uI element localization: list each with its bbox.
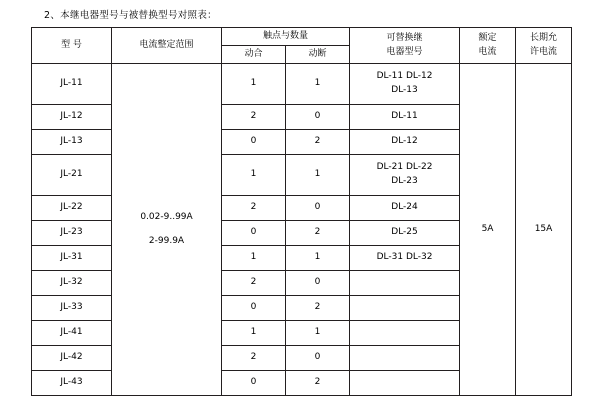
cell-replacement: DL-24 <box>350 196 460 221</box>
header-replacement-model <box>350 28 460 64</box>
header-row-1 <box>32 28 572 46</box>
header-replacement-line1: 可替换继 <box>386 32 423 43</box>
header-contacts-group: 触点与数量 <box>222 28 350 46</box>
cell-contacts-no: 1 <box>222 155 286 196</box>
cell-current-range <box>112 64 222 396</box>
cell-replacement <box>350 346 460 371</box>
table-row <box>32 64 572 105</box>
cell-rated-current: 5A <box>460 64 516 396</box>
cell-contacts-nc: 1 <box>286 321 350 346</box>
header-permissible-current <box>516 28 572 64</box>
replacement-line: DL-21 DL-22 <box>376 162 433 173</box>
replacement-line: DL-11 DL-12 <box>376 71 433 82</box>
current-range-line2: 2-99.9A <box>148 235 185 246</box>
header-contacts-nc: 动断 <box>286 46 350 64</box>
cell-contacts-no: 2 <box>222 196 286 221</box>
cell-permissible-current: 15A <box>516 64 572 396</box>
cell-model: JL-23 <box>32 221 112 246</box>
cell-replacement <box>350 371 460 396</box>
cell-contacts-no: 1 <box>222 246 286 271</box>
cell-contacts-no: 2 <box>222 105 286 130</box>
cell-contacts-no: 1 <box>222 64 286 105</box>
header-rated-current <box>460 28 516 64</box>
cell-contacts-nc: 1 <box>286 155 350 196</box>
cell-replacement: DL-11 <box>350 105 460 130</box>
cell-model: JL-41 <box>32 321 112 346</box>
header-current-range: 电流整定范围 <box>112 28 222 64</box>
cell-contacts-no: 2 <box>222 346 286 371</box>
cell-contacts-nc: 2 <box>286 296 350 321</box>
cell-replacement <box>350 321 460 346</box>
cell-replacement <box>350 155 460 196</box>
cell-contacts-no: 0 <box>222 296 286 321</box>
cell-contacts-nc: 0 <box>286 105 350 130</box>
header-permissible-current-line2: 许电流 <box>530 46 558 57</box>
cell-contacts-nc: 2 <box>286 221 350 246</box>
cell-replacement <box>350 271 460 296</box>
cell-replacement: DL-12 <box>350 130 460 155</box>
replacement-line: DL-13 <box>391 85 418 95</box>
cell-model: JL-13 <box>32 130 112 155</box>
cell-model: JL-11 <box>32 64 112 105</box>
cell-model: JL-12 <box>32 105 112 130</box>
cell-model: JL-21 <box>32 155 112 196</box>
cell-replacement <box>350 296 460 321</box>
cell-contacts-nc: 1 <box>286 246 350 271</box>
cell-replacement <box>350 64 460 105</box>
header-replacement-line2: 电器型号 <box>386 46 423 57</box>
cell-contacts-nc: 2 <box>286 371 350 396</box>
header-rated-current-line1: 额定 <box>478 32 497 43</box>
cell-model: JL-43 <box>32 371 112 396</box>
cell-contacts-no: 0 <box>222 221 286 246</box>
header-contacts-no: 动合 <box>222 46 286 64</box>
cell-contacts-nc: 2 <box>286 130 350 155</box>
cell-contacts-nc: 1 <box>286 64 350 105</box>
relay-model-comparison-table <box>31 27 572 396</box>
current-range-line1: 0.02-9..99A <box>140 212 193 223</box>
table-body <box>32 28 572 396</box>
cell-contacts-no: 0 <box>222 371 286 396</box>
cell-contacts-nc: 0 <box>286 346 350 371</box>
cell-model: JL-31 <box>32 246 112 271</box>
cell-contacts-no: 2 <box>222 271 286 296</box>
cell-contacts-no: 0 <box>222 130 286 155</box>
cell-contacts-nc: 0 <box>286 271 350 296</box>
spec-table-wrapper <box>31 27 571 396</box>
cell-replacement: DL-25 <box>350 221 460 246</box>
header-rated-current-line2: 电流 <box>478 46 497 57</box>
cell-model: JL-33 <box>32 296 112 321</box>
cell-model: JL-42 <box>32 346 112 371</box>
cell-contacts-nc: 0 <box>286 196 350 221</box>
section-caption: 2、本继电器型号与被替换型号对照表： <box>44 10 217 21</box>
header-model: 型 号 <box>32 28 112 64</box>
cell-contacts-no: 1 <box>222 321 286 346</box>
replacement-line: DL-23 <box>391 176 418 186</box>
header-permissible-current-line1: 长期允 <box>530 32 558 43</box>
cell-model: JL-32 <box>32 271 112 296</box>
cell-replacement: DL-31 DL-32 <box>350 246 460 271</box>
cell-model: JL-22 <box>32 196 112 221</box>
